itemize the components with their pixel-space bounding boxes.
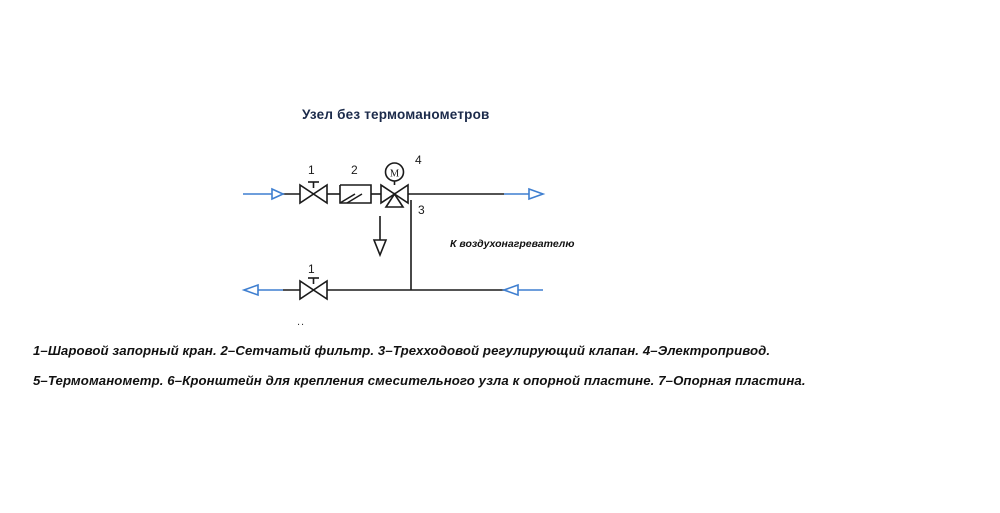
legend-line-1: 1–Шаровой запорный кран. 2–Сетчатый фильтр. 3–Трехходовой регулирующий клапан. 4–Электропривод.: [33, 343, 771, 358]
callout-2-filter: 2: [351, 163, 358, 177]
mesh-filter-icon: [340, 185, 371, 203]
legend-line-2: 5–Термоманометр. 6–Кронштейн для крепления смесительного узла к опорной пластине. 7–Опорная пластина.: [33, 373, 806, 388]
return-flow-arrow-lower-right: [504, 285, 543, 295]
callout-4-actuator: 4: [415, 153, 422, 167]
svg-text:M: M: [389, 168, 400, 180]
inlet-flow-arrow-upper: [243, 189, 283, 199]
callout-3-valve: 3: [418, 203, 425, 217]
ball-valve-upper-icon: [300, 182, 327, 203]
annotation-to-air-heater: К воздухонагревателю: [450, 238, 575, 250]
outlet-flow-arrow-upper: [504, 189, 543, 199]
dots-artifact: ..: [297, 316, 306, 328]
electric-actuator-icon: [386, 163, 404, 181]
three-way-valve-icon: [381, 180, 408, 207]
callout-1-upper: 1: [308, 163, 315, 177]
diagram-title: Узел без термоманометров: [302, 107, 490, 122]
bypass-flow-arrow-down: [374, 216, 386, 255]
callout-1-lower: 1: [308, 262, 315, 276]
return-flow-arrow-lower-left: [244, 285, 283, 295]
ball-valve-lower-icon: [300, 278, 327, 299]
